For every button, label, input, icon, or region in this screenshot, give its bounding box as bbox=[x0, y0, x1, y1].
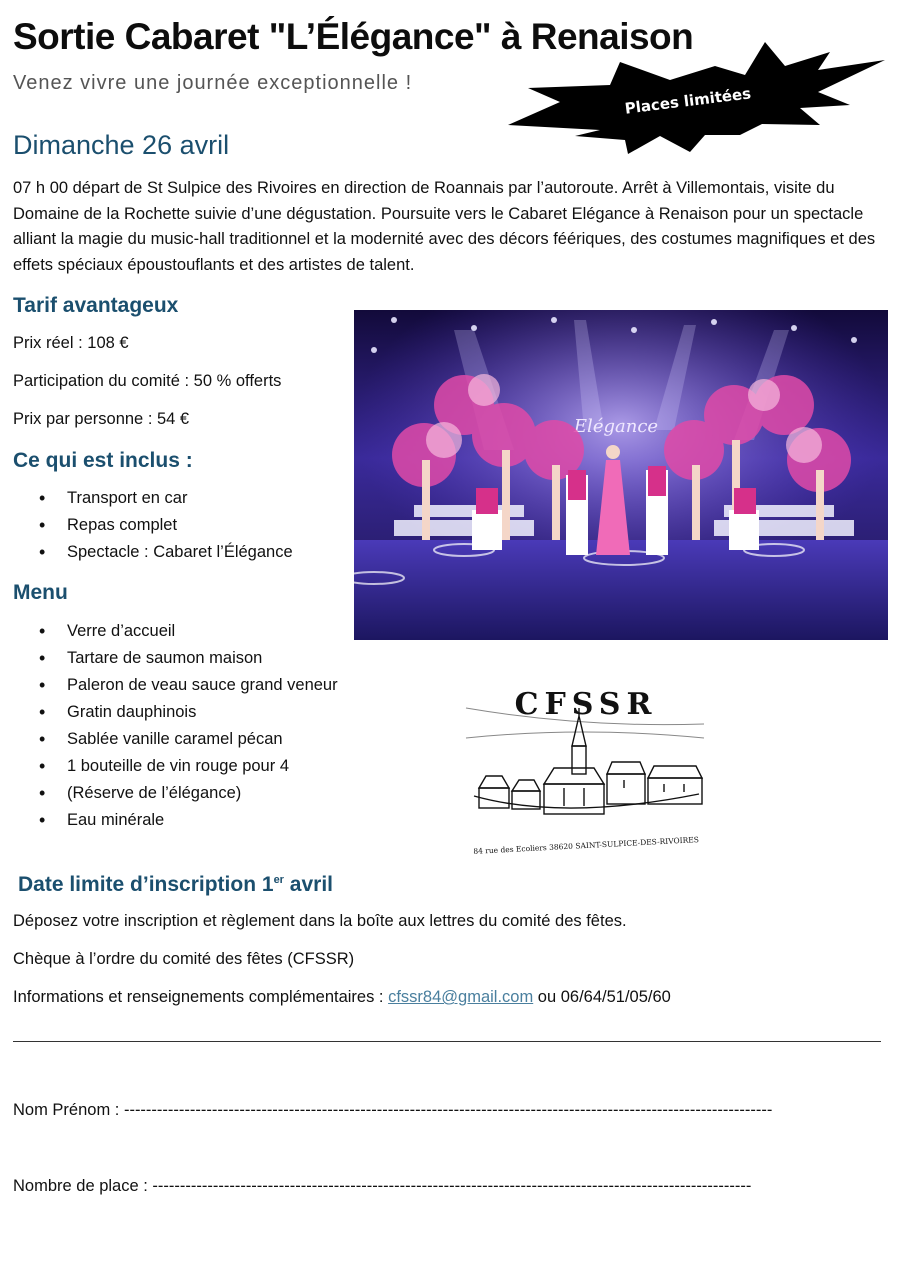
list-item: • Eau minérale bbox=[13, 807, 338, 834]
cfssr-logo bbox=[464, 676, 709, 861]
badge-text: Places limitées bbox=[623, 84, 752, 118]
inclus-heading: Ce qui est inclus : bbox=[13, 449, 193, 472]
list-item-continuation: • (Réserve de l’élégance) bbox=[13, 780, 338, 807]
inscription-line-2: Chèque à l’ordre du comité des fêtes (CFSSR) bbox=[13, 950, 355, 968]
event-date: Dimanche 26 avril bbox=[13, 130, 230, 160]
menu-list bbox=[13, 618, 338, 834]
nombre-place-dashes: ------------------------------------------------------------------------------------------------------------- bbox=[152, 1177, 752, 1195]
nombre-place-label: Nombre de place : bbox=[13, 1177, 153, 1195]
inclus-list bbox=[13, 485, 293, 566]
tarif-heading: Tarif avantageux bbox=[13, 294, 179, 317]
event-description: 07 h 00 départ de St Sulpice des Rivoires en direction de Roannais par l’autoroute. Arrêt à Villemontais, visite du Domaine de la Rochette suivie d’une dégustation. Poursuite vers le Cabaret Elégance à Renaison pour un spectacle alliant la magie du music-hall traditionnel et la modernité avec des décors féériques, des costumes magnifiques et des effets spéciaux époustouflants et des artistes de talent. bbox=[13, 179, 876, 275]
list-item: • Gratin dauphinois bbox=[13, 699, 338, 726]
elegance-sign: Elégance bbox=[573, 416, 659, 437]
nombre-place-field[interactable] bbox=[13, 1177, 751, 1196]
prix-par-personne: Prix par personne : 54 € bbox=[13, 410, 190, 428]
list-item: • Spectacle : Cabaret l’Élégance bbox=[13, 539, 293, 566]
list-item: • Transport en car bbox=[13, 485, 293, 512]
logo-address: 84 rue des Ecoliers 38620 SAINT-SULPICE-DES-RIVOIRES bbox=[473, 835, 700, 856]
cabaret-photo bbox=[354, 310, 888, 640]
separator-line bbox=[13, 1041, 881, 1042]
page-subtitle: Venez vivre une journée exceptionnelle ! bbox=[13, 72, 413, 94]
inscription-heading bbox=[18, 873, 333, 897]
info-suffix: ou 06/64/51/05/60 bbox=[533, 988, 671, 1006]
prix-reel: Prix réel : 108 € bbox=[13, 334, 129, 352]
participation-comite: Participation du comité : 50 % offerts bbox=[13, 372, 282, 390]
list-item: • 1 bouteille de vin rouge pour 4 bbox=[13, 753, 338, 780]
list-item: • Tartare de saumon maison bbox=[13, 645, 338, 672]
inscription-heading-text: Date limite d’inscription 1 bbox=[18, 873, 274, 896]
logo-title: CFSSR bbox=[514, 687, 658, 722]
list-item: • Sablée vanille caramel pécan bbox=[13, 726, 338, 753]
nom-prenom-dashes: ---------------------------------------------------------------------------------------------------------------------- bbox=[123, 1101, 773, 1119]
list-item: • Verre d’accueil bbox=[13, 618, 338, 645]
nom-prenom-label: Nom Prénom : bbox=[13, 1101, 124, 1119]
inscription-heading-sup: er bbox=[273, 874, 284, 886]
page-title: Sortie Cabaret "L’Élégance" à Renaison bbox=[13, 16, 694, 57]
places-limitees-badge bbox=[500, 40, 890, 160]
inscription-line-3 bbox=[13, 988, 671, 1007]
list-item: • Paleron de veau sauce grand veneur bbox=[13, 672, 338, 699]
info-prefix: Informations et renseignements complémentaires : bbox=[13, 988, 389, 1006]
email-link[interactable]: cfssr84@gmail.com bbox=[388, 988, 534, 1006]
list-item: • Repas complet bbox=[13, 512, 293, 539]
inscription-line-1: Déposez votre inscription et règlement dans la boîte aux lettres du comité des fêtes. bbox=[13, 912, 627, 930]
menu-heading: Menu bbox=[13, 581, 68, 604]
inscription-heading-end: avril bbox=[283, 873, 334, 896]
nom-prenom-field[interactable] bbox=[13, 1101, 772, 1120]
